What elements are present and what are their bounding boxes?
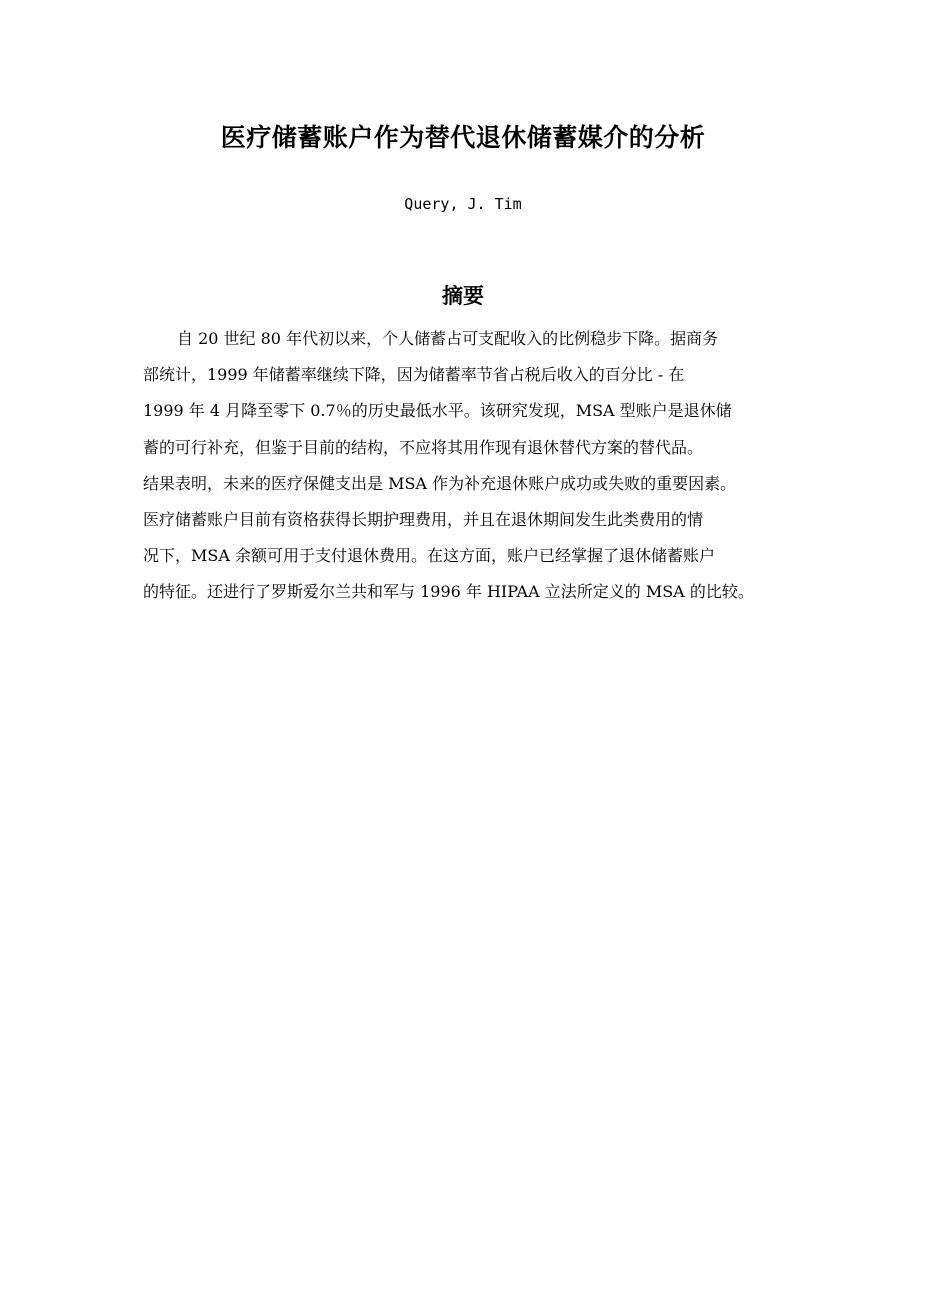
abstract-body (143, 321, 803, 611)
author-name: Query, J. Tim (404, 195, 522, 213)
paper-title: 医疗储蓄账户作为替代退休储蓄媒介的分析 (220, 123, 706, 152)
abstract-line: 1999 年 4 月降至零下 0.7％的历史最低水平。该研究发现，MSA 型账户是退休储 (143, 401, 732, 421)
abstract-line: 况下，MSA 余额可用于支付退休费用。在这方面，账户已经掌握了退休储蓄账户 (143, 546, 715, 566)
abstract-line: 的特征。还进行了罗斯爱尔兰共和军与 1996 年 HIPAA 立法所定义的 MSA 的比较。 (143, 582, 754, 602)
abstract-line: 结果表明，未来的医疗保健支出是 MSA 作为补充退休账户成功或失败的重要因素。 (143, 473, 737, 493)
abstract-line: 自 20 世纪 80 年代初以来，个人储蓄占可支配收入的比例稳步下降。据商务 (177, 329, 719, 348)
abstract-heading: 摘要 (442, 284, 484, 308)
abstract-line: 蓄的可行补充，但鉴于目前的结构，不应将其用作现有退休替代方案的替代品。 (143, 437, 704, 457)
abstract-line: 医疗储蓄账户目前有资格获得长期护理费用，并且在退休期间发生此类费用的情 (143, 510, 704, 530)
abstract-line: 部统计，1999 年储蓄率继续下降，因为储蓄率节省占税后收入的百分比 - 在 (143, 365, 685, 385)
